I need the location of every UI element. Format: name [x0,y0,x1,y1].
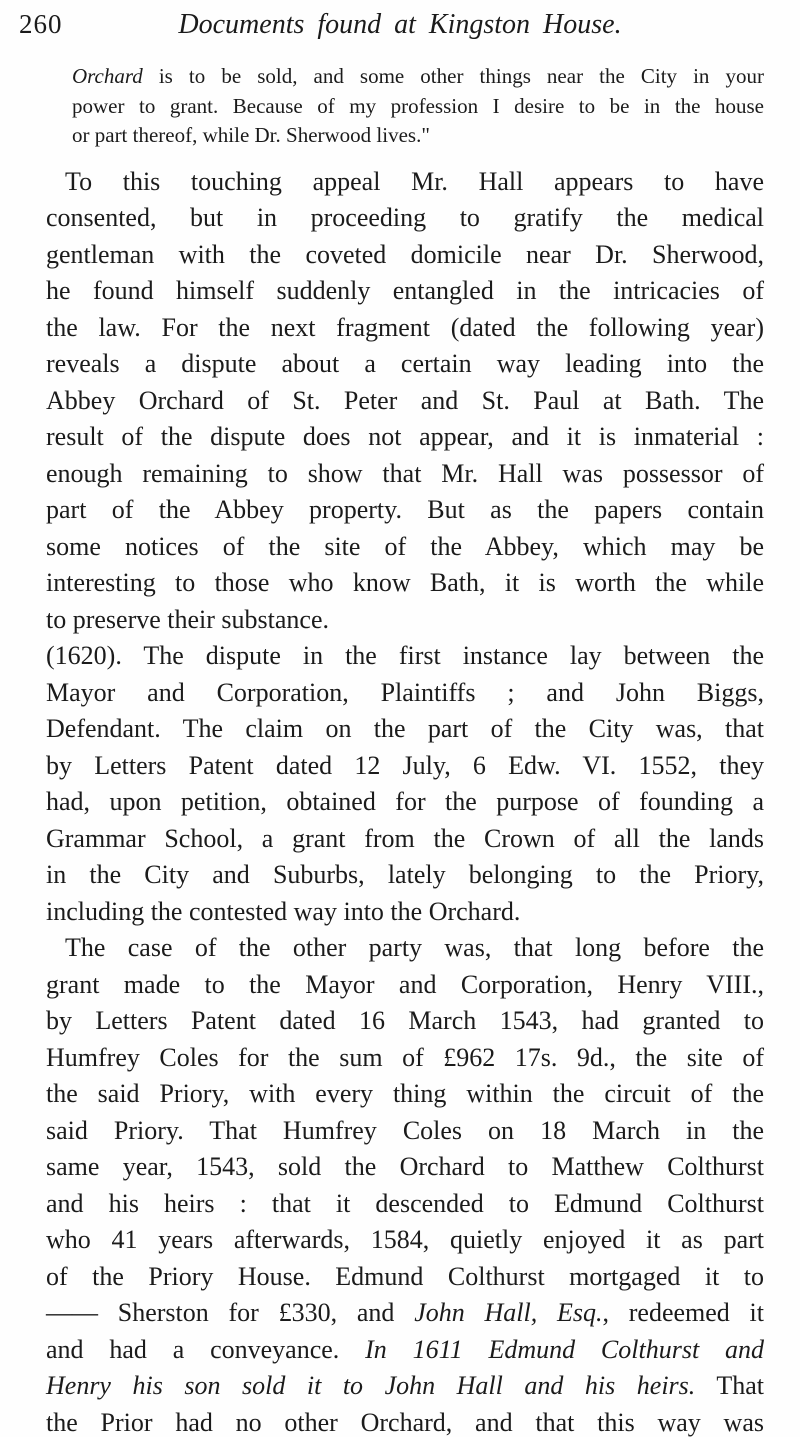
text-segment: To this touching appeal Mr. Hall appears to have [65,166,764,196]
text-line [46,602,764,639]
text-line [46,1003,764,1040]
text-segment: grant made to the Mayor and Corporation, Henry VIII., [46,969,764,999]
text-segment: some notices of the site of the Abbey, which may be [46,531,764,561]
paragraph [46,164,764,639]
italic-text-segment: In 1611 Edmund Colthurst and [365,1334,764,1364]
running-header: Documents found at Kingston House. [178,9,622,40]
text-line [46,1332,764,1369]
text-line [46,967,764,1004]
paragraph [46,638,764,930]
text-segment: is to be sold, and some other things near the City in your [142,64,764,88]
italic-text-segment: Henry his son sold it to John Hall and his heirs. [46,1371,696,1400]
text-line [46,565,764,602]
text-line [46,1040,764,1077]
text-line [46,1149,764,1186]
text-line [46,200,764,237]
text-segment: by Letters Patent dated 16 March 1543, had granted to [46,1006,764,1035]
text-segment: enough remaining to show that Mr. Hall was possessor of [46,458,764,488]
text-line [46,1222,764,1259]
text-line [46,638,764,675]
text-segment: including the contested way into the Orchard. [46,896,521,926]
text-segment: Grammar School, a grant from the Crown of all the lands [46,823,764,853]
text-line [46,237,764,274]
text-line [46,273,764,310]
text-segment: and had a conveyance. [46,1334,366,1364]
text-segment: Defendant. The claim on the part of the City was, that [46,714,764,743]
text-line [46,419,764,456]
text-line [72,62,764,92]
text-segment: —— Sherston for £330, and [46,1298,415,1327]
text-line [46,310,764,347]
text-segment: or part thereof, while Dr. Sherwood lives." [72,123,430,147]
text-segment: and his heirs : that it descended to Edmund Colthurst [46,1188,764,1218]
text-segment: , redeemed it [602,1298,765,1327]
text-segment: reveals a dispute about a certain way leading into the [46,349,764,378]
text-segment: the said Priory, with every thing within the circuit of the [46,1079,764,1108]
text-segment: interesting to those who know Bath, it is worth the while [46,568,764,597]
text-segment: he found himself suddenly entangled in the intricacies of [46,276,764,305]
text-line [72,121,764,151]
text-line [46,675,764,712]
text-line [46,164,764,201]
page-number: 260 [19,9,63,39]
text-segment: who 41 years afterwards, 1584, quietly enjoyed it as part [46,1225,764,1254]
text-segment: Abbey Orchard of St. Peter and St. Paul at Bath. The [46,385,764,415]
text-segment: result of the dispute does not appear, and it is inmaterial : [46,422,764,451]
text-line [46,711,764,748]
text-line [46,456,764,493]
text-segment: (1620). The dispute in the first instance lay between the [46,641,764,670]
text-segment: Humfrey Coles for the sum of £962 17s. 9d., the site of [46,1042,764,1072]
text-line [46,894,764,931]
italic-text-segment: John Hall, Esq. [414,1298,603,1327]
text-segment: power to grant. Because of my profession I desire to be in the house [72,93,764,118]
text-line [46,930,764,967]
text-segment: The case of the other party was, that long before the [65,933,764,962]
text-line [46,529,764,566]
text-segment: That [695,1371,764,1400]
text-segment: part of the Abbey property. But as the papers contain [46,495,764,524]
text-line [46,857,764,894]
italic-text-segment: Orchard [72,64,143,88]
body-text [46,164,764,1437]
text-segment: consented, but in proceeding to gratify the medical [46,203,764,232]
text-line [46,784,764,821]
text-line [46,492,764,529]
text-line [46,1186,764,1223]
text-line [46,1295,764,1332]
paragraph [46,930,764,1437]
text-line [46,1368,764,1405]
text-line [46,383,764,420]
quote-block [72,62,764,151]
text-line [46,1076,764,1113]
text-line [46,748,764,785]
text-segment: Mayor and Corporation, Plaintiffs ; and John Biggs, [46,677,764,707]
text-line [72,92,764,122]
text-line [46,1405,764,1437]
text-segment: the law. For the next fragment (dated the following year) [46,312,764,342]
text-line [46,821,764,858]
page-content [46,62,764,1437]
text-segment: the Prior had no other Orchard, and that this way was [46,1407,764,1437]
text-segment: had, upon petition, obtained for the purpose of founding a [46,787,764,816]
text-segment: to preserve their substance. [46,604,330,634]
text-segment: in the City and Suburbs, lately belonging to the Priory, [46,860,764,889]
text-segment: of the Priory House. Edmund Colthurst mortgaged it to [46,1261,764,1291]
text-segment: by Letters Patent dated 12 July, 6 Edw. VI. 1552, they [46,750,764,780]
text-segment: same year, 1543, sold the Orchard to Matthew Colthurst [46,1152,764,1181]
text-line [46,1259,764,1296]
text-segment: said Priory. That Humfrey Coles on 18 March in the [46,1115,764,1145]
text-line [46,346,764,383]
text-segment: gentleman with the coveted domicile near Dr. Sherwood, [46,239,764,269]
text-line [46,1113,764,1150]
